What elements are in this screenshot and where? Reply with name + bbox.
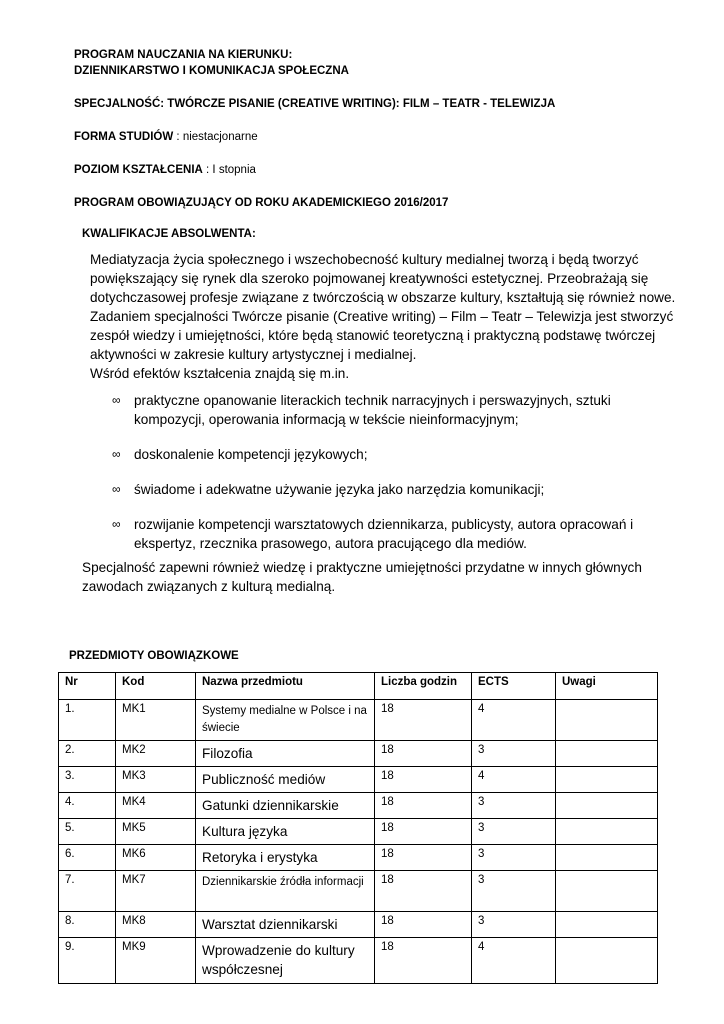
program-heading-line1: PROGRAM NAUCZANIA NA KIERUNKU:: [74, 49, 293, 61]
program-heading-line2: DZIENNIKARSTWO I KOMUNIKACJA SPOŁECZNA: [74, 65, 349, 77]
cell-ects: 3: [472, 793, 556, 819]
cell-nr: 3.: [59, 767, 116, 793]
table-row: [59, 845, 658, 871]
qualifications-paragraph: Mediatyzacja życia społecznego i wszechobecność kultury medialnej tworzą i będą tworzyć powiększający się rynek dla szeroko pojmowanej kreatywności estetycznej. Przeobrażają się dotychczasowej profesje związane z twórczością w obszarze kultury, kształtują się również nowe. Zadaniem specjalności Twórcze pisanie (Creative writing) – Film – Teatr – Telewizja jest stworzyć zespół wiedzy i umiejętności, które będą stanowić teoretyczną i praktyczną podstawę twórczej aktywności w zakresie kultury artystycznej i medialnej.: [90, 252, 676, 362]
cell-uwagi: [556, 793, 658, 819]
cell-kod: MK3: [116, 767, 196, 793]
cell-kod: MK5: [116, 819, 196, 845]
cell-kod: MK1: [116, 700, 196, 741]
cell-nazwa: Wprowadzenie do kultury współczesnej: [196, 938, 375, 984]
study-form-line: [74, 129, 258, 145]
cell-nazwa: Publiczność mediów: [196, 767, 375, 793]
cell-nr: 8.: [59, 912, 116, 938]
infinity-bullet-icon: ∞: [112, 447, 121, 461]
subjects-table: [58, 672, 658, 984]
cell-nr: 1.: [59, 700, 116, 741]
cell-ects: 3: [472, 819, 556, 845]
cell-nr: 2.: [59, 741, 116, 767]
table-row: [59, 741, 658, 767]
table-row: [59, 700, 658, 741]
list-item: [112, 515, 672, 553]
cell-godziny: 18: [375, 871, 472, 912]
cell-uwagi: [556, 741, 658, 767]
cell-nr: 9.: [59, 938, 116, 984]
cell-uwagi: [556, 819, 658, 845]
cell-nazwa: Gatunki dziennikarskie: [196, 793, 375, 819]
table-row: [59, 912, 658, 938]
cell-godziny: 18: [375, 912, 472, 938]
column-header-kod: Kod: [116, 673, 196, 700]
list-item-text: praktyczne opanowanie literackich technik narracyjnych i perswazyjnych, sztuki kompozycji, operowania informacją w tekście nieinformacyjnym;: [134, 393, 611, 427]
list-item: [112, 480, 672, 499]
infinity-bullet-icon: ∞: [112, 482, 121, 496]
cell-godziny: 18: [375, 700, 472, 741]
table-row: [59, 819, 658, 845]
column-header-ects: ECTS: [472, 673, 556, 700]
list-item-text: rozwijanie kompetencji warsztatowych dziennikarza, publicysty, autora opracowań i ekspertyz, rzecznika prasowego, autora pracującego dla mediów.: [134, 517, 634, 551]
education-level-label: POZIOM KSZTAŁCENIA: [74, 164, 203, 176]
cell-nazwa: Dziennikarskie źródła informacji: [196, 871, 375, 912]
cell-nazwa: Systemy medialne w Polsce i na świecie: [196, 700, 375, 741]
cell-ects: 3: [472, 912, 556, 938]
cell-nazwa: Warsztat dziennikarski: [196, 912, 375, 938]
cell-uwagi: [556, 871, 658, 912]
study-form-label: FORMA STUDIÓW: [74, 131, 174, 143]
cell-kod: MK9: [116, 938, 196, 984]
cell-uwagi: [556, 845, 658, 871]
column-header-uwagi: Uwagi: [556, 673, 658, 700]
table-header-row: [59, 673, 658, 700]
study-form-value: : niestacjonarne: [173, 131, 258, 143]
cell-ects: 4: [472, 938, 556, 984]
cell-godziny: 18: [375, 845, 472, 871]
cell-godziny: 18: [375, 938, 472, 984]
cell-kod: MK4: [116, 793, 196, 819]
cell-nr: 7.: [59, 871, 116, 912]
qualifications-title: KWALIFIKACJE ABSOLWENTA:: [82, 228, 256, 240]
cell-kod: MK8: [116, 912, 196, 938]
cell-uwagi: [556, 912, 658, 938]
cell-godziny: 18: [375, 741, 472, 767]
cell-ects: 3: [472, 845, 556, 871]
cell-uwagi: [556, 767, 658, 793]
cell-ects: 3: [472, 871, 556, 912]
cell-nr: 4.: [59, 793, 116, 819]
cell-nazwa: Retoryka i erystyka: [196, 845, 375, 871]
cell-nr: 5.: [59, 819, 116, 845]
specialty-line: SPECJALNOŚĆ: TWÓRCZE PISANIE (CREATIVE WRITING): FILM – TEATR - TELEWIZJA: [74, 98, 556, 110]
cell-kod: MK7: [116, 871, 196, 912]
list-item: [112, 391, 672, 429]
education-level-line: [74, 162, 256, 178]
closing-paragraph: Specjalność zapewni również wiedzę i praktyczne umiejętności przydatne w innych głównych zawodach związanych z kulturą medialną.: [82, 560, 642, 594]
table-row: [59, 871, 658, 912]
cell-uwagi: [556, 700, 658, 741]
subjects-title: PRZEDMIOTY OBOWIĄZKOWE: [69, 650, 239, 662]
column-header-godziny: Liczba godzin: [375, 673, 472, 700]
cell-ects: 4: [472, 767, 556, 793]
table-row: [59, 767, 658, 793]
cell-kod: MK6: [116, 845, 196, 871]
table-row: [59, 793, 658, 819]
cell-ects: 3: [472, 741, 556, 767]
cell-godziny: 18: [375, 819, 472, 845]
list-item-text: świadome i adekwatne używanie języka jako narzędzia komunikacji;: [134, 482, 545, 497]
table-row: [59, 938, 658, 984]
outcomes-list: [112, 391, 672, 569]
program-heading: [74, 47, 349, 79]
outcomes-intro: Wśród efektów kształcenia znajdą się m.in.: [90, 366, 350, 381]
cell-ects: 4: [472, 700, 556, 741]
list-item: [112, 445, 672, 464]
cell-godziny: 18: [375, 767, 472, 793]
infinity-bullet-icon: ∞: [112, 393, 121, 407]
cell-nr: 6.: [59, 845, 116, 871]
column-header-nr: Nr: [59, 673, 116, 700]
cell-nazwa: Kultura języka: [196, 819, 375, 845]
cell-uwagi: [556, 938, 658, 984]
education-level-value: : I stopnia: [202, 164, 256, 176]
cell-nazwa: Filozofia: [196, 741, 375, 767]
column-header-nazwa: Nazwa przedmiotu: [196, 673, 375, 700]
program-year-line: PROGRAM OBOWIĄZUJĄCY OD ROKU AKADEMICKIEGO 2016/2017: [74, 197, 449, 209]
qualifications-text: [90, 250, 690, 383]
cell-kod: MK2: [116, 741, 196, 767]
cell-godziny: 18: [375, 793, 472, 819]
list-item-text: doskonalenie kompetencji językowych;: [134, 447, 368, 462]
infinity-bullet-icon: ∞: [112, 517, 121, 531]
